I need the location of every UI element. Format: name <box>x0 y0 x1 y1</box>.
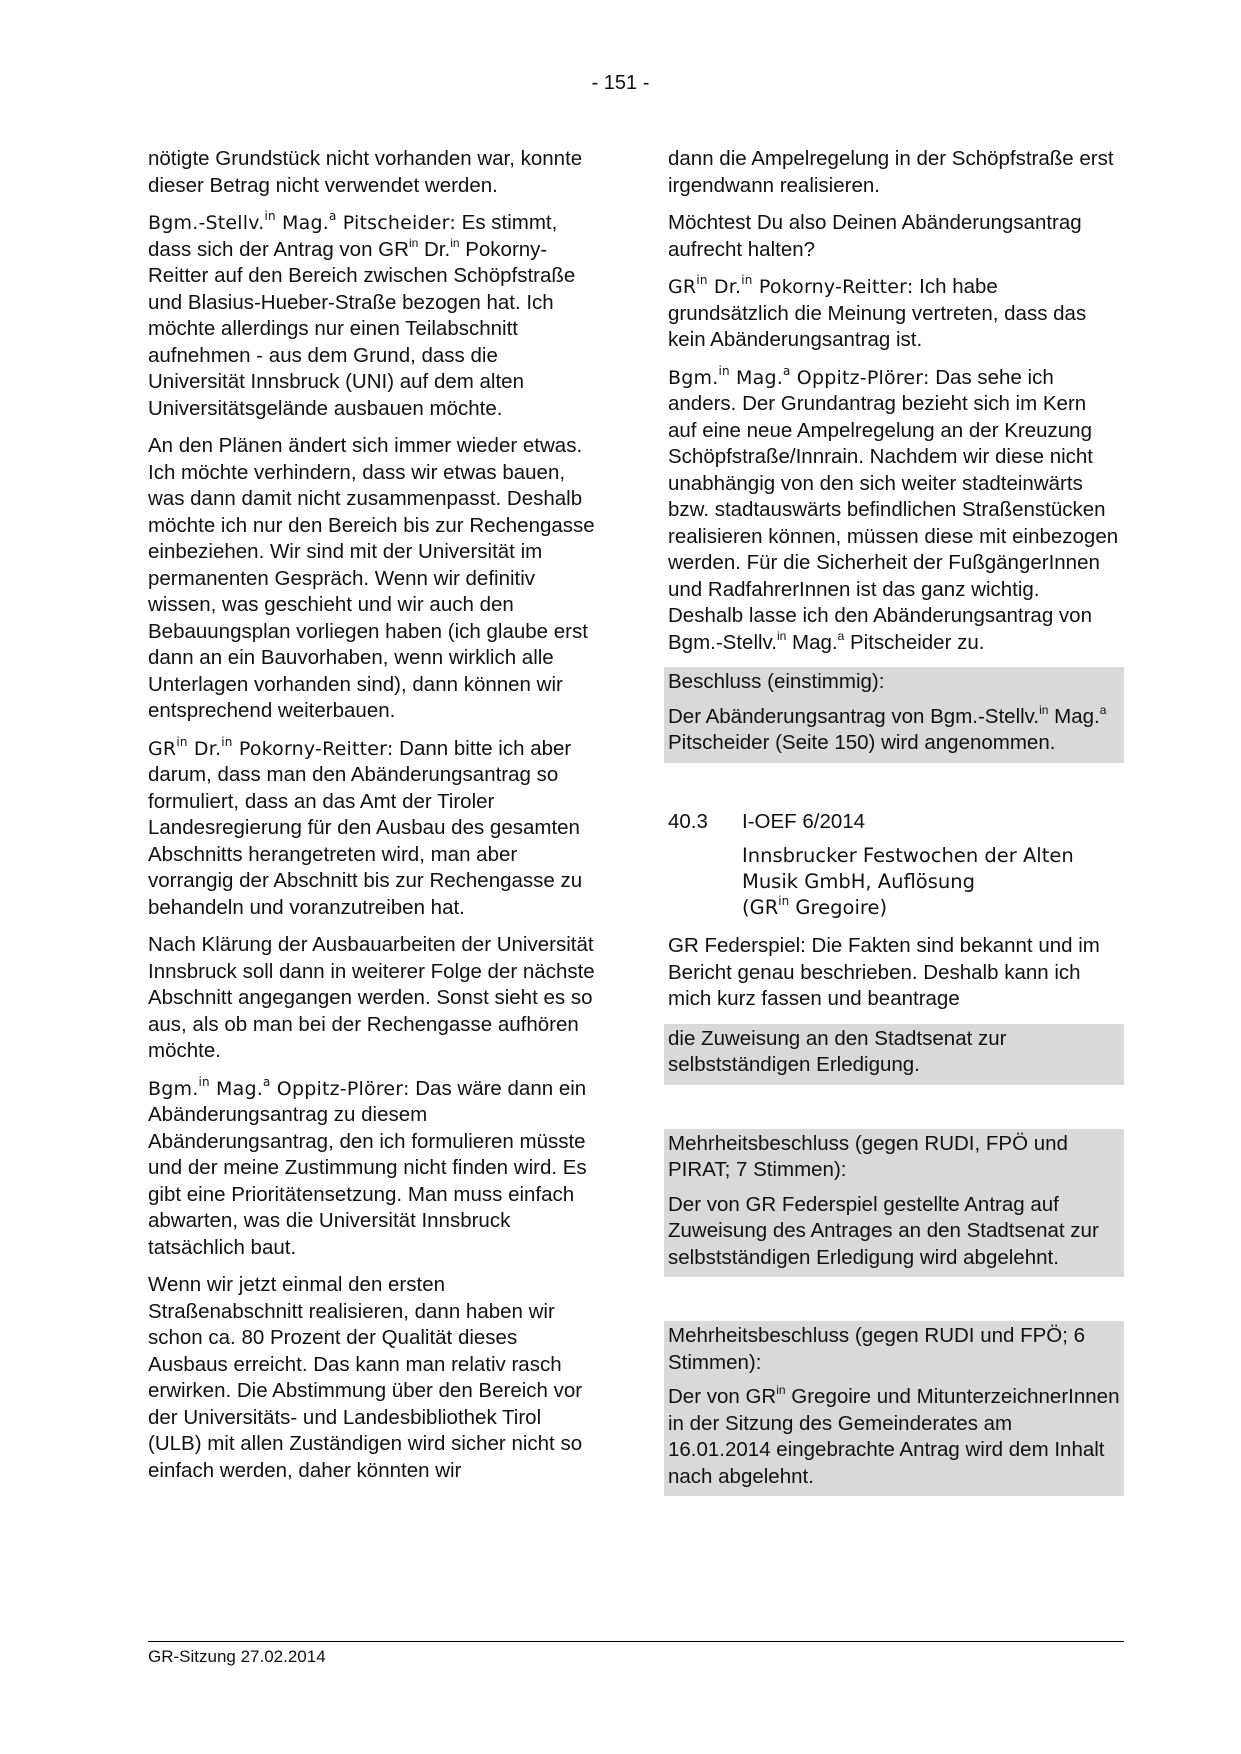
paragraph: dann die Ampelregelung in der Schöpfstraße erst irgendwann realisieren. <box>668 147 1114 197</box>
paragraph: An den Plänen ändert sich immer wieder etwas. Ich möchte verhindern, dass wir etwas bauen, was dann damit nicht zusammenpasst. Deshalb möchte ich nur den Bereich bis zur Rechengasse einbeziehen. Wir sind mit der Universität im permanenten Gespräch. Wenn wir definitiv wissen, was geschieht und wir auch den Bebauungsplan vorliegen haben (ich glaube erst dann an ein Bauvorhaben, wenn wirklich alle Unterlagen vorhanden sind), dann können wir entsprechend weiterbauen. <box>148 434 595 722</box>
speaker-name: Bgm.$^{in}$ Mag.$^a$ Oppitz-Plörer: <box>148 1074 410 1100</box>
speaker-name: $GR^{in}$ Dr.$^{in}$ Pokorny-Reitter: <box>148 734 394 760</box>
motion-block <box>664 1024 1124 1085</box>
paragraph: nötigte Grundstück nicht vorhanden war, konnte dieser Betrag nicht verwendet werden. <box>148 147 583 197</box>
paragraph-speaker-pitscheider: Bgm.-Stellv.$^{in}$ Mag.$^a$ Pitscheider: Es stimmt, dass sich der Antrag von $GR^{in}$ Dr.$^{in}$ Pokorny-Reitter auf den Bereich zwischen Schöpfstraße und Blasius-Hueber-Straße bezogen hat. Ich möchte allerdings nur einen Teilabschnitt aufnehmen - aus dem Grund, dass die Universität Innsbruck (UNI) auf dem alten Universitätsgelände ausbauen möchte. <box>148 209 576 420</box>
resolution-heading: Mehrheitsbeschluss (gegen RUDI, FPÖ und PIRAT; 7 Stimmen): <box>668 1131 1068 1181</box>
paragraph: Nach Klärung der Ausbauarbeiten der Universität Innsbruck soll dann in weiterer Folge der nächste Abschnitt angegangen werden. Sonst sieht es so aus, als ob man bei der Rechengasse aufhören möchte. <box>148 933 595 1062</box>
speaker-name: $GR^{in}$ Dr.$^{in}$ Pokorny-Reitter: <box>668 273 914 298</box>
paragraph-speaker-oppitz-ploerer: Bgm.$^{in}$ Mag.$^a$ Oppitz-Plörer: Das wäre dann ein Abänderungsantrag zu diesem Abänderungsantrag, den ich formulieren müsste und der meine Zustimmung nicht finden wird. Es gibt eine Prioritätensetzung. Man muss einfach abwarten, was die Universität Innsbruck tatsächlich baut. <box>148 1074 587 1259</box>
paragraph: Wenn wir jetzt einmal den ersten Straßenabschnitt realisieren, dann haben wir schon ca. 80 Prozent der Qualität dieses Ausbaus erreicht. Das kann man relativ rasch erwirken. Die Abstimmung über den Bereich vor der Universitäts- und Landesbibliothek Tirol (ULB) mit allen Zuständigen wird sicher nicht so einfach werden, daher könnten wir <box>148 1273 583 1482</box>
resolution-heading: Mehrheitsbeschluss (gegen RUDI und FPÖ; 6 Stimmen): <box>668 1324 1086 1374</box>
resolution-block-majority-2 <box>664 1321 1124 1496</box>
paragraph-speaker-pokorny-reitter: $GR^{in}$ Dr.$^{in}$ Pokorny-Reitter: Ich habe grundsätzlich die Meinung vertreten, dass das kein Abänderungsantrag ist. <box>668 273 1087 351</box>
right-column <box>668 146 1120 1496</box>
left-column <box>148 146 600 1495</box>
resolution-block-majority-1 <box>664 1129 1124 1278</box>
resolution-heading: Beschluss (einstimmig): <box>668 670 885 693</box>
agenda-title: Innsbrucker Festwochen der Alten Musik GmbH, Auflösung ($GR^{in}$ Gregoire) <box>742 844 1074 919</box>
speaker-name: Bgm.$^{in}$ Mag.$^a$ Oppitz-Plörer: <box>668 363 930 389</box>
agenda-code: I-OEF 6/2014 <box>742 809 866 833</box>
paragraph: Möchtest Du also Deinen Abänderungsantrag aufrecht halten? <box>668 211 1082 261</box>
speaker-name: Bgm.-Stellv.$^{in}$ Mag.$^a$ Pitscheider: <box>148 209 456 234</box>
paragraph-speaker-pokorny-reitter: $GR^{in}$ Dr.$^{in}$ Pokorny-Reitter: Dann bitte ich aber darum, dass man den Abänderungsantrag so formuliert, dass an das Amt der Tiroler Landesregierung für den Ausbau des gesamten Abschnitts herangetreten wird, man aber vorrangig der Abschnitt bis zur Rechengasse zu behandeln und voranzutreiben hat. <box>148 734 583 919</box>
page-footer: GR-Sitzung 27.02.2014 <box>148 1641 1124 1667</box>
paragraph: GR Federspiel: Die Fakten sind bekannt und im Bericht genau beschrieben. Deshalb kann ich mich kurz fassen und beantrage <box>668 934 1100 1010</box>
agenda-number: 40.3 <box>668 809 708 833</box>
agenda-item <box>668 809 1120 922</box>
paragraph-speaker-oppitz-ploerer: Bgm.$^{in}$ Mag.$^a$ Oppitz-Plörer: Das sehe ich anders. Der Grundantrag bezieht sich im Kern auf eine neue Ampelregelung an der Kreuzung Schöpfstraße/Innrain. Nachdem wir diese nicht unabhängig von den sich weiter stadteinwärts bzw. stadtauswärts befindlichen Straßenstücken realisieren können, müssen diese mit einbezogen werden. Für die Sicherheit der FußgängerInnen und RadfahrerInnen ist das ganz wichtig. Deshalb lasse ich den Abänderungsantrag von Bgm.-Stellv.$^{in}$ Mag.$^a$ Pitscheider zu. <box>668 363 1119 654</box>
resolution-text: Der Abänderungsantrag von Bgm.-Stellv.$^{in}$ Mag.$^a$ Pitscheider (Seite 150) wird angenommen. <box>668 702 1107 754</box>
motion-text: die Zuweisung an den Stadtsenat zur selbstständigen Erledigung. <box>668 1026 1007 1076</box>
resolution-text: Der von $GR^{in}$ Gregoire und MitunterzeichnerInnen in der Sitzung des Gemeinderates am 16.01.2014 eingebrachte Antrag wird dem Inhalt nach abgelehnt. <box>668 1383 1120 1488</box>
page-number: - 151 - <box>591 72 650 94</box>
resolution-block-unanimous <box>664 667 1124 763</box>
resolution-text: Der von GR Federspiel gestellte Antrag auf Zuweisung des Antrages an den Stadtsenat zur selbstständigen Erledigung wird abgelehnt. <box>668 1192 1099 1269</box>
